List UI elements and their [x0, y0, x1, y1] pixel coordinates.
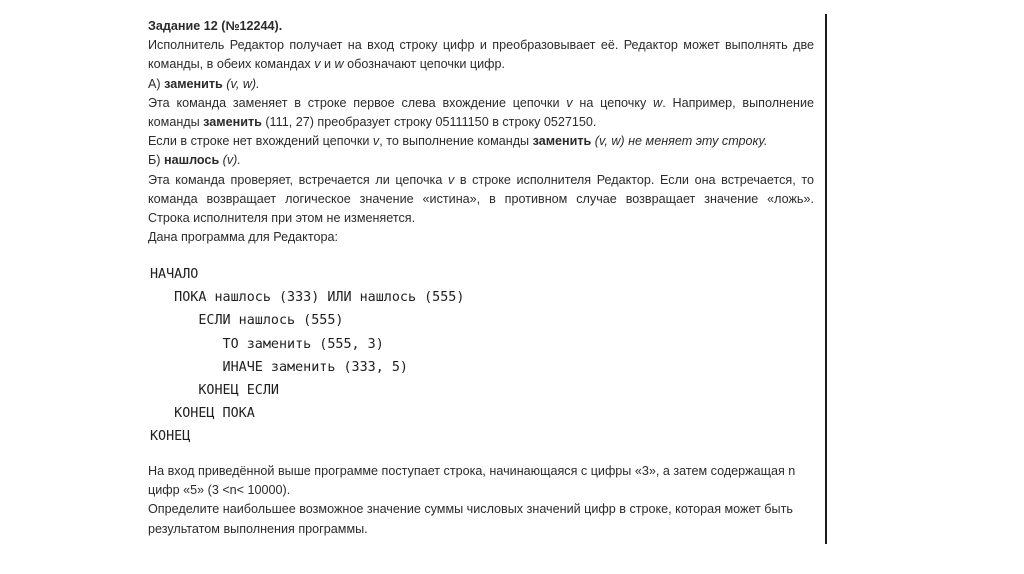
- command-a-desc-2: команды заменить (111, 27) преобразует строку 05111150 в строку 0527150.: [148, 115, 597, 130]
- code-line: НАЧАЛО: [150, 267, 199, 282]
- code-line: КОНЕЦ ПОКА: [150, 406, 255, 422]
- intro-line-1: Исполнитель Редактор получает на вход строку цифр и преобразовывает её. Редактор может выполнять две: [148, 38, 814, 53]
- code-line: ИНАЧЕ заменить (333, 5): [150, 359, 408, 375]
- question-text: [148, 462, 814, 539]
- question-line-1: На вход приведённой выше программе поступает строка, начинающаяся с цифры «3», а затем содержащая n: [148, 464, 796, 478]
- command-a-desc-3: Если в строке нет вхождений цепочки v, то выполнение команды заменить (v, w) не меняет эту строку.: [148, 134, 768, 149]
- question-line-2: цифр «5» (3 <n< 10000).: [148, 483, 291, 498]
- code-line: ПОКА нашлось (333) ИЛИ нашлось (555): [150, 290, 465, 306]
- task-text: [148, 17, 814, 247]
- code-line: КОНЕЦ: [150, 429, 191, 445]
- code-line: ЕСЛИ нашлось (555): [150, 313, 344, 329]
- command-a-desc-1: Эта команда заменяет в строке первое слева вхождение цепочки v на цепочку w. Например, выполнение: [148, 95, 814, 110]
- command-b-heading: Б) нашлось (v).: [148, 153, 241, 168]
- command-b-desc-1: Эта команда проверяет, встречается ли цепочка v в строке исполнителя Редактор. Если она встречается, то: [148, 172, 814, 187]
- program-code: [150, 263, 464, 449]
- code-line: КОНЕЦ ЕСЛИ: [150, 383, 279, 399]
- intro-line-2: команды, в обеих командах v и w обозначают цепочки цифр.: [148, 57, 506, 72]
- question-line-4: результатом выполнения программы.: [148, 521, 368, 536]
- code-line: ТО заменить (555, 3): [150, 336, 384, 352]
- task-title: Задание 12 (№12244).: [148, 19, 283, 33]
- command-a-heading: А) заменить (v, w).: [148, 76, 260, 91]
- question-line-3: Определите наибольшее возможное значение суммы числовых значений цифр в строке, которая может быть: [148, 502, 793, 517]
- vertical-divider: [825, 14, 827, 544]
- command-b-desc-2: команда возвращает логическое значение «истина», в противном случае возвращает значение «ложь».: [148, 191, 814, 206]
- program-intro: Дана программа для Редактора:: [148, 230, 338, 245]
- command-b-desc-3: Строка исполнителя при этом не изменяется.: [148, 211, 416, 226]
